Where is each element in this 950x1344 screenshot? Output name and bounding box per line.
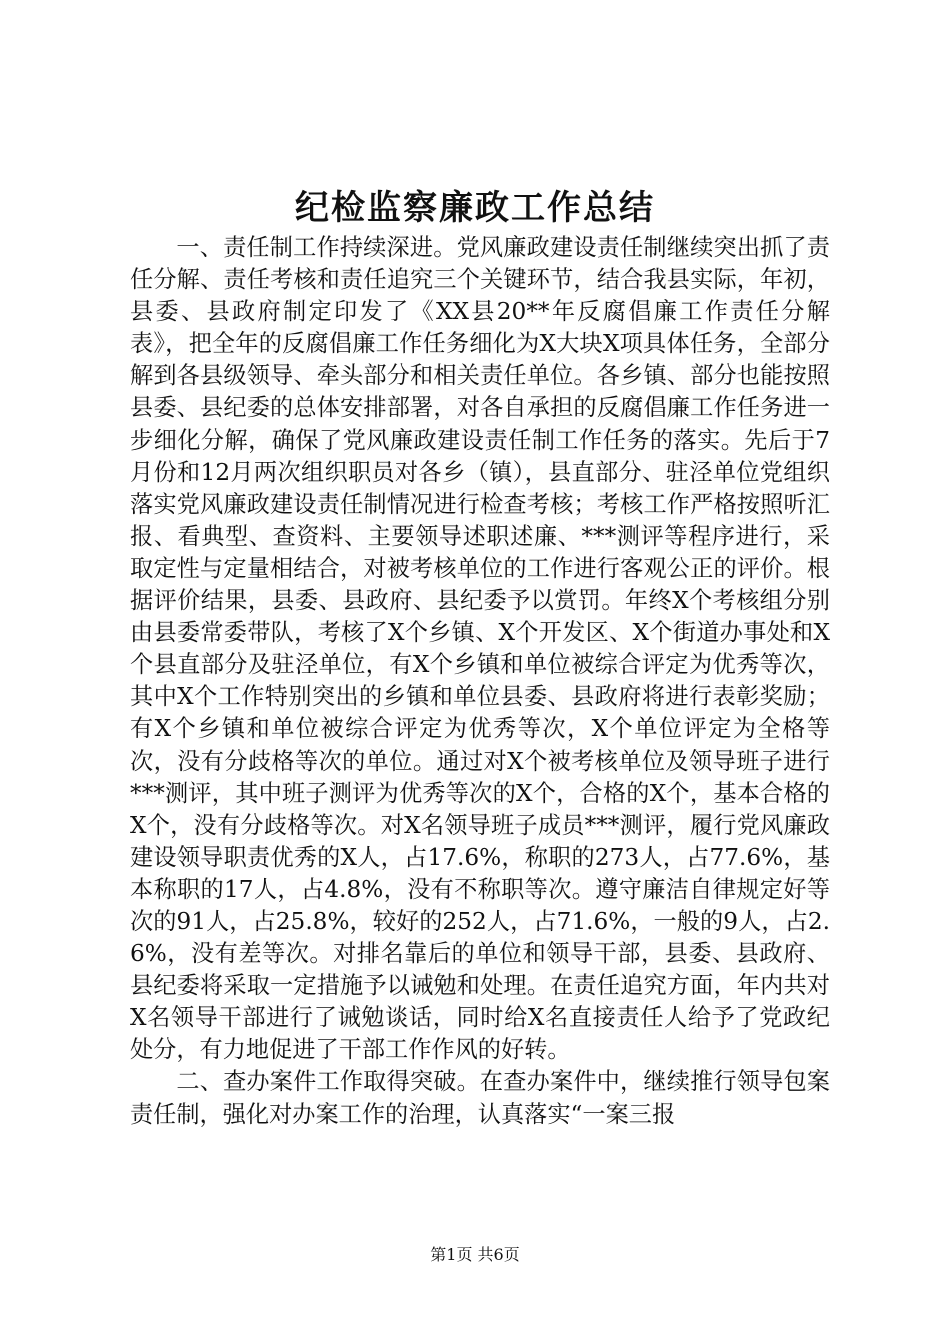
paragraph-2: 二、查办案件工作取得突破。在查办案件中，继续推行领导包案责任制，强化对办案工作的治理，认真落实“一案三报 <box>130 1068 830 1128</box>
document-title: 纪检监察廉政工作总结 <box>295 188 655 228</box>
document-body <box>130 232 830 1131</box>
paragraph-1: 一、责任制工作持续深进。党风廉政建设责任制继续突出抓了责任分解、责任考核和责任追究三个关键环节，结合我县实际，年初，县委、县政府制定印发了《XX县20**年反腐倡廉工作责任分解表》，把全年的反腐倡廉工作任务细化为X大块X项具体任务，全部分解到各县级领导、牵头部分和相关责任单位。各乡镇、部分也能按照县委、县纪委的总体安排部署，对各自承担的反腐倡廉工作任务进一步细化分解，确保了党风廉政建设责任制工作任务的落实。先后于7月份和12月两次组织职员对各乡（镇），县直部分、驻泾单位党组织落实党风廉政建设责任制情况进行检查考核；考核工作严格按照听汇报、看典型、查资料、主要领导述职述廉、***测评等程序进行，采取定性与定量相结合，对被考核单位的工作进行客观公正的评价。根据评价结果，县委、县政府、县纪委予以赏罚。年终X个考核组分别由县委常委带队，考核了X个乡镇、X个开发区、X个街道办事处和X个县直部分及驻泾单位，有X个乡镇和单位被综合评定为优秀等次，其中X个工作特别突出的乡镇和单位县委、县政府将进行表彰奖励；有X个乡镇和单位被综合评定为优秀等次，X个单位评定为全格等次，没有分歧格等次的单位。通过对X个被考核单位及领导班子进行***测评，其中班子测评为优秀等次的X个，合格的X个，基本合格的X个，没有分歧格等次。对X名领导班子成员***测评，履行党风廉政建设领导职责优秀的X人，占17.6%，称职的273人，占77.6%，基本称职的17人，占4.8%，没有不称职等次。遵守廉洁自律规定好等次的91人，占25.8%，较好的252人，占71.6%，一般的9人，占2.6%，没有差等次。对排名靠后的单位和领导干部，县委、县政府、县纪委将采取一定措施予以诫勉和处理。在责任追究方面，年内共对X名领导干部进行了诫勉谈话，同时给X名直接责任人给予了党政纪处分，有力地促进了干部工作作风的好转。 <box>130 234 830 1064</box>
page-number-footer: 第1页 共6页 <box>430 1245 520 1264</box>
